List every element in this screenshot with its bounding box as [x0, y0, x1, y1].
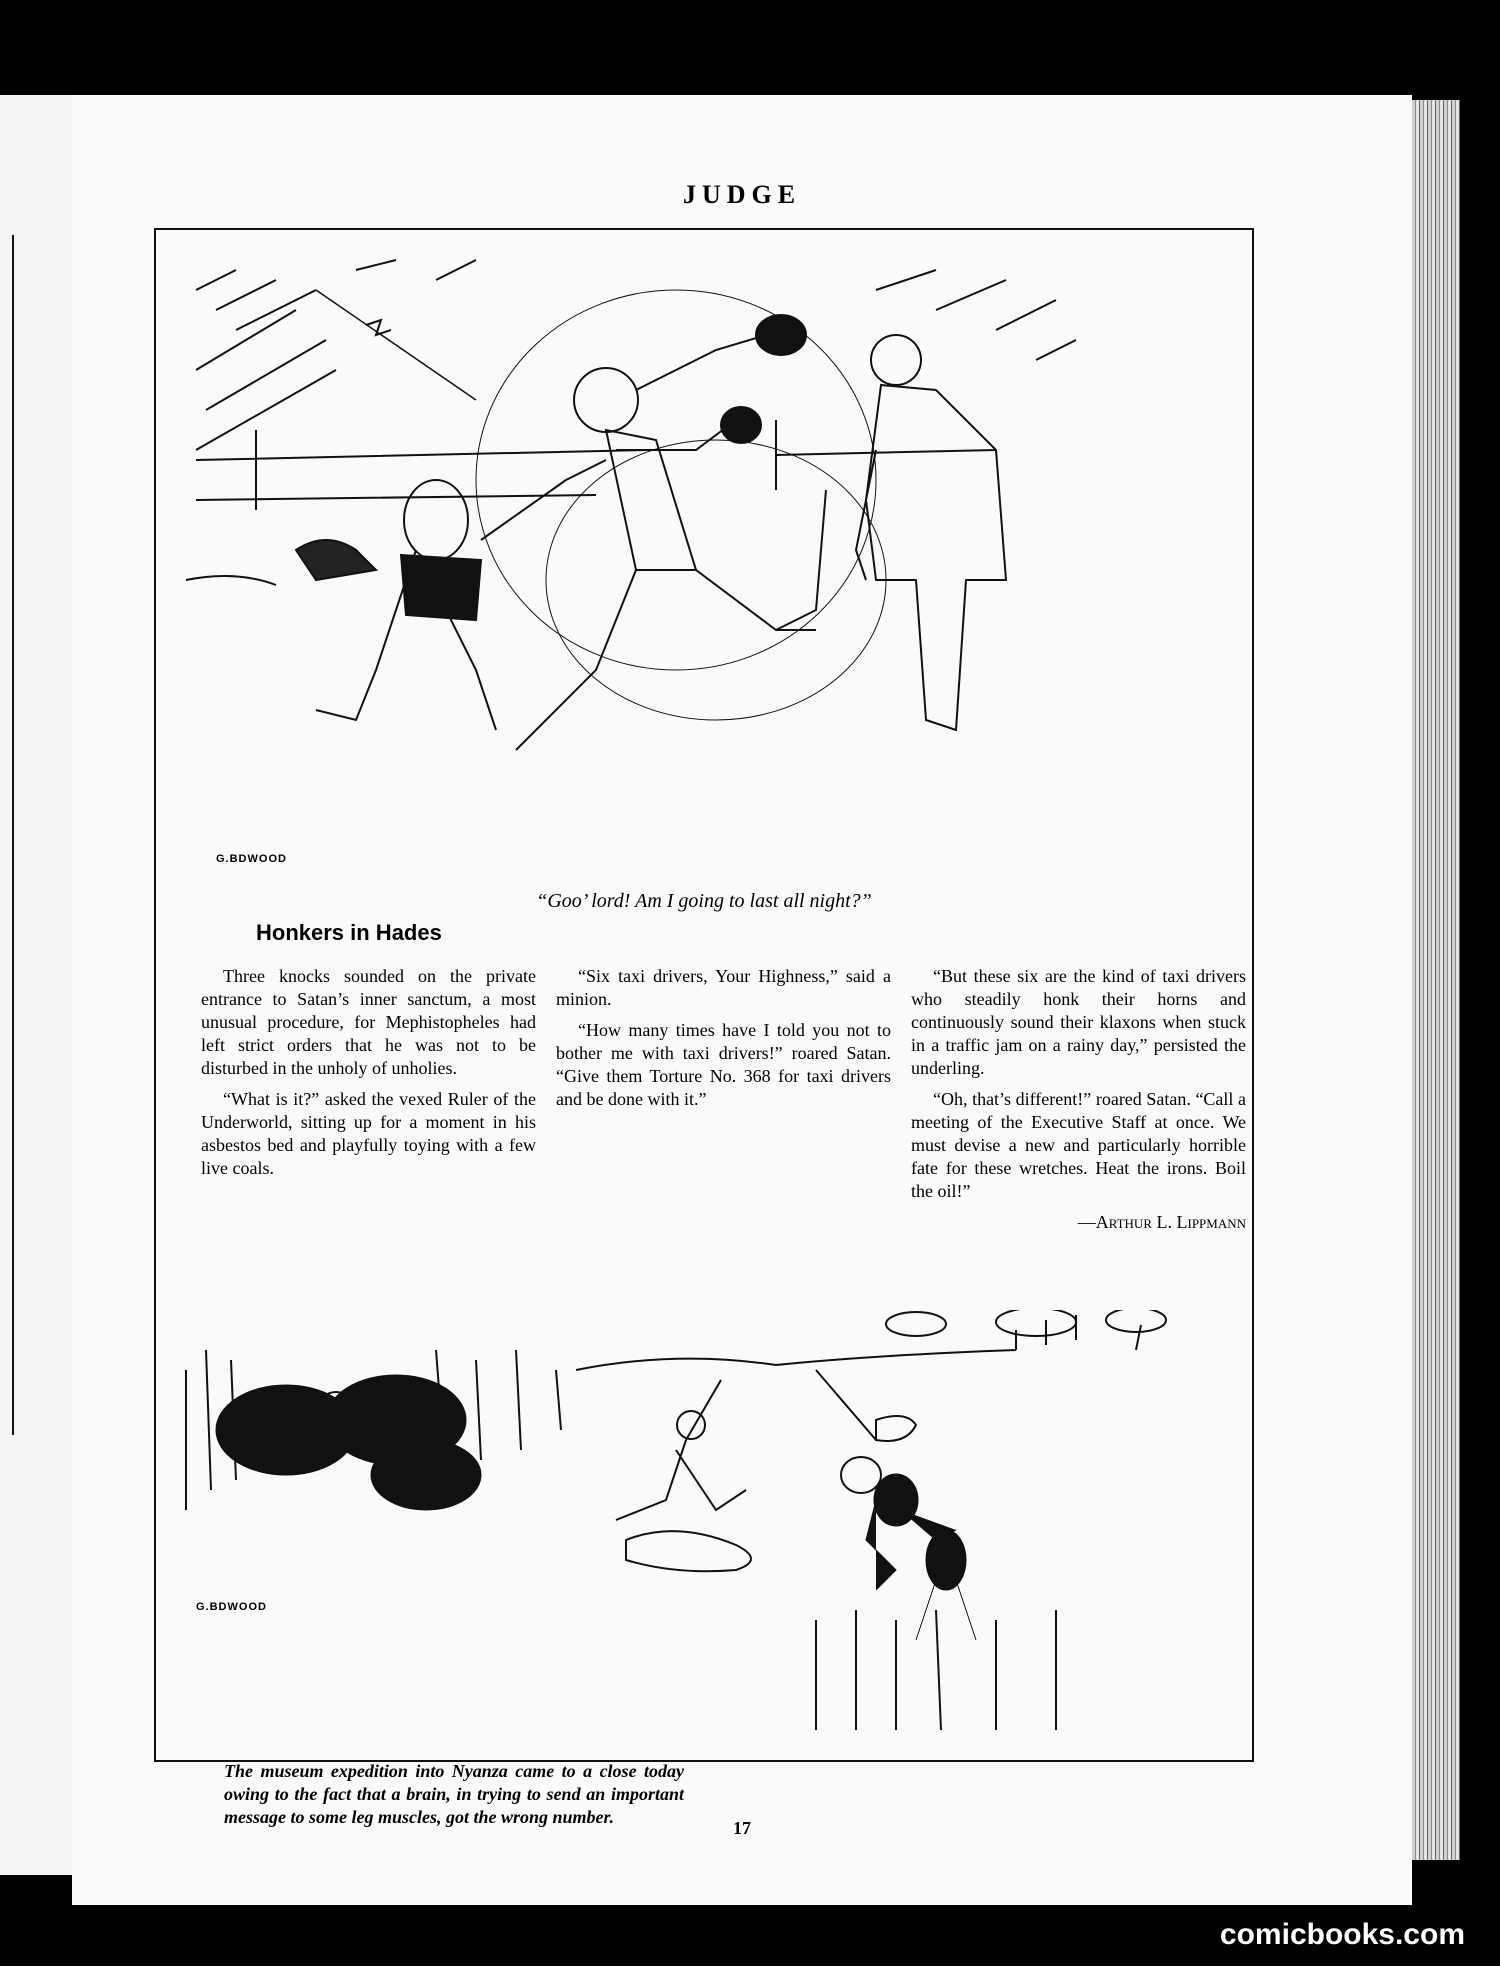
article-paragraph: Three knocks sounded on the private entrance to Satan’s inner sanctum, a most unusual procedure, for Mephistopheles had left strict orders that he was not to be disturbed in the unholy of unholies.: [201, 966, 536, 1078]
article-headline: Honkers in Hades: [256, 920, 442, 945]
page-border: [154, 228, 1254, 1827]
article-paragraph: “What is it?” asked the vexed Ruler of the Underworld, sitting up for a moment in his asbestos bed and playfully toying with a few live coals.: [201, 1089, 536, 1178]
article-paragraph: “How many times have I told you not to bother me with taxi drivers!” roared Satan. “Give them Torture No. 368 for taxi drivers and be done with it.”: [556, 1020, 891, 1109]
article-paragraph: “Oh, that’s different!” roared Satan. “Call a meeting of the Executive Staff at once. We must devise a new and particularly horrible fate for these wretches. Heat the irons. Boil the oil!”: [911, 1089, 1246, 1201]
article-paragraph: “But these six are the kind of taxi drivers who steadily honk their horns and continuously sound their klaxons when stuck in a traffic jam on a rainy day,” persisted the underling.: [911, 966, 1246, 1078]
boxing-cartoon-caption: “Goo’ lord! Am I going to last all night?”: [536, 890, 872, 912]
page-edge-stack: [1412, 100, 1460, 1860]
article-column-2: [556, 965, 891, 1119]
watermark: comicbooks.com: [1219, 1918, 1465, 1951]
masthead: JUDGE: [682, 180, 802, 209]
artist-signature-bottom: G.BDWOOD: [196, 1601, 267, 1613]
boxing-cartoon: [176, 250, 1232, 880]
facing-page-frame: [0, 235, 14, 1435]
expedition-cartoon: [176, 1310, 1232, 1750]
page-number: 17: [733, 1818, 751, 1838]
magazine-page: [72, 95, 1412, 1905]
artist-signature-top: G.BDWOOD: [216, 853, 287, 865]
article-column-1: [201, 965, 536, 1188]
expedition-cartoon-caption: The museum expedition into Nyanza came to a close today owing to the fact that a brain, in trying to send an important message to some leg muscles, got the wrong number.: [224, 1761, 684, 1827]
article-paragraph: “Six taxi drivers, Your Highness,” said a minion.: [556, 966, 891, 1009]
facing-page-edge: [0, 95, 72, 1875]
article-byline: —Arthur L. Lippmann: [1077, 1212, 1246, 1232]
article-column-3: [911, 965, 1246, 1234]
